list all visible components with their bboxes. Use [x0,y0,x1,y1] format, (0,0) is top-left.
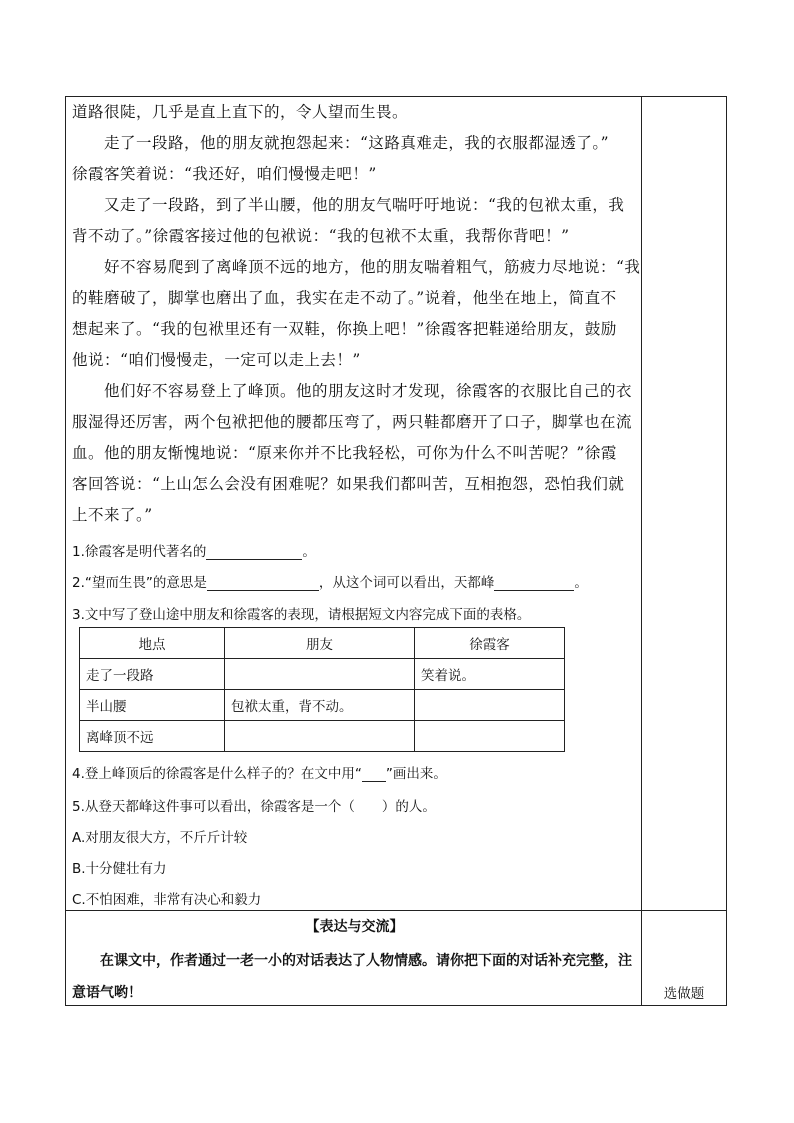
passage-line: 的鞋磨破了，脚掌也磨出了血，我实在走不动了。”说着，他坐在地上，简直不 [72,289,617,307]
table-cell: 离峰顶不远 [80,721,225,752]
answer-blank[interactable] [207,576,319,591]
optional-label: 选做题 [663,986,705,1002]
table-row [80,721,565,752]
table-cell-answer[interactable] [415,690,565,721]
passage-line: 血。他的朋友惭愧地说：“原来你并不比我轻松，可你为什么不叫苦呢？”徐霞 [72,444,617,462]
table-header: 朋友 [225,628,415,659]
section-divider [65,910,727,911]
passage-line: 他们好不容易登上了峰顶。他的朋友这时才发现，徐霞客的衣服比自己的衣 [72,382,633,400]
answer-table [79,627,565,752]
table-cell: 半山腰 [80,690,225,721]
section-instruction: 意语气哟！ [72,985,142,1001]
passage-line: 走了一段路，他的朋友就抱怨起来：“这路真难走，我的衣服都湿透了。” [72,134,610,152]
table-row [80,690,565,721]
passage-line: 徐霞客笑着说：“我还好，咱们慢慢走吧！” [72,165,377,183]
table-cell-answer[interactable] [225,721,415,752]
passage-line: 想起来了。“我的包袱里还有一双鞋，你换上吧！”徐霞客把鞋递给朋友，鼓励 [72,320,617,338]
passage-line: 客回答说：“上山怎么会没有困难呢？如果我们都叫苦，互相抱怨，恐怕我们就 [72,475,625,493]
passage-line: 服湿得还厉害，两个包袱把他的腰都压弯了，两只鞋都磨开了口子，脚掌也在流 [72,413,633,431]
option-b[interactable]: B.十分健壮有力 [72,861,167,877]
option-a[interactable]: A.对朋友很大方，不斤斤计较 [72,830,248,846]
table-cell: 包袱太重，背不动。 [225,690,415,721]
table-header-row [80,628,565,659]
question-5: 5.从登天都峰这件事可以看出，徐霞客是一个（ ）的人。 [72,799,436,815]
table-header: 地点 [80,628,225,659]
reading-passage [72,97,641,531]
passage-line: 他说：“咱们慢慢走，一定可以走上去！” [72,351,361,369]
question-3: 3.文中写了登山途中朋友和徐霞客的表现，请根据短文内容完成下面的表格。 [72,607,531,623]
question-4: 4.登上峰顶后的徐霞客是什么样子的？在文中用“ ”画出来。 [72,766,447,782]
table-cell: 走了一段路 [80,659,225,690]
section-title: 【表达与交流】 [305,919,404,935]
question-2: 2.“望而生畏”的意思是 ，从这个词可以看出，天都峰 。 [72,575,588,591]
option-c[interactable]: C.不怕困难，非常有决心和毅力 [72,892,262,908]
passage-line: 道路很陡，几乎是直上直下的，令人望而生畏。 [72,103,409,121]
table-cell-answer[interactable] [225,659,415,690]
passage-line: 上不来了。” [72,506,153,524]
table-row [80,659,565,690]
table-cell-answer[interactable] [415,721,565,752]
table-cell: 笑着说。 [415,659,565,690]
underline-sample [362,771,386,782]
answer-blank[interactable] [206,545,302,560]
column-divider [641,96,642,1006]
passage-line: 背不动了。”徐霞客接过他的包袱说：“我的包袱不太重，我帮你背吧！” [72,227,570,245]
passage-line: 好不容易爬到了离峰顶不远的地方，他的朋友喘着粗气，筋疲力尽地说：“我 [72,258,641,276]
answer-blank[interactable] [494,576,574,591]
table-header: 徐霞客 [415,628,565,659]
passage-line: 又走了一段路，到了半山腰，他的朋友气喘吁吁地说：“我的包袱太重，我 [72,196,625,214]
question-1: 1.徐霞客是明代著名的 。 [72,544,316,560]
section-instruction: 在课文中，作者通过一老一小的对话表达了人物情感。请你把下面的对话补充完整，注 [72,953,632,969]
